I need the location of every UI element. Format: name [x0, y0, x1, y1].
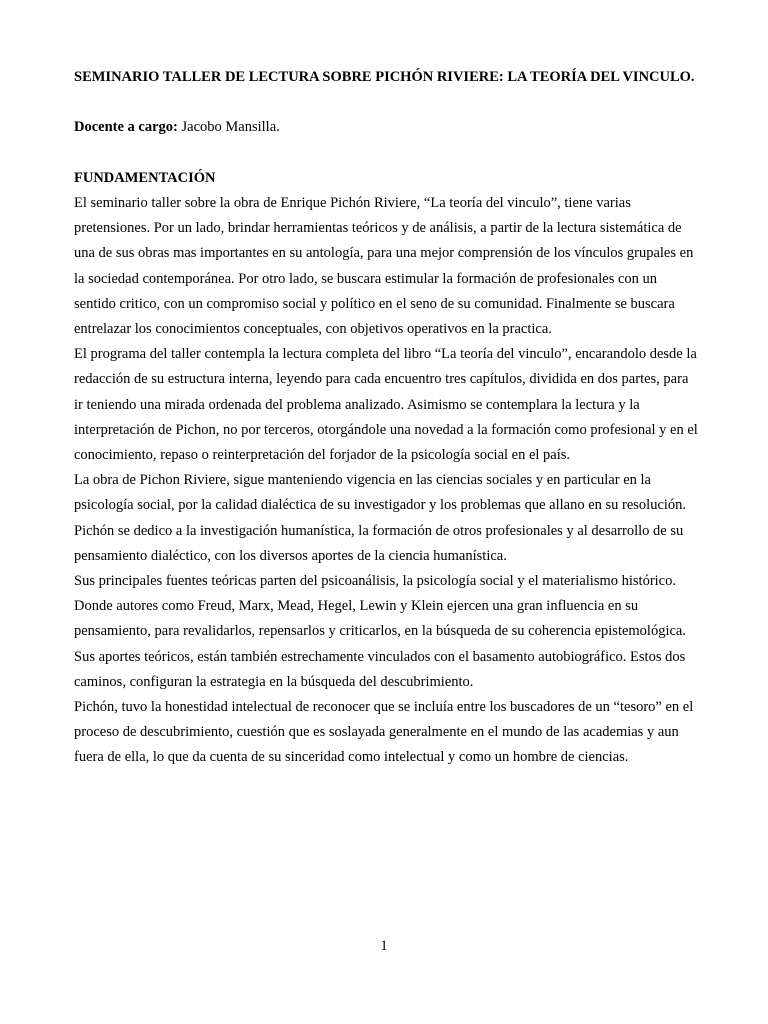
- docente-line: [74, 115, 698, 140]
- docente-label: Docente a cargo:: [74, 119, 178, 136]
- paragraph-5: Pichón, tuvo la honestidad intelectual de reconocer que se incluía entre los buscadores de un “tesoro” en el proceso de descubrimiento, cuestión que es soslayada generalmente en el mundo de las academias y aun fuera de ella, lo que da cuenta de su sinceridad como intelectual y como un hombre de ciencias.: [74, 699, 694, 766]
- section-heading: FUNDAMENTACIÓN: [74, 169, 216, 186]
- spacer: [74, 141, 698, 166]
- page-number: 1: [380, 938, 388, 954]
- spacer: [74, 90, 698, 115]
- paragraph-3: La obra de Pichon Riviere, sigue manteniendo vigencia en las ciencias sociales y en particular en la psicología social, por la calidad dialéctica de su investigador y los problemas que allano en su resolución. Pichón se dedico a la investigación humanística, la formación de otros profesionales y al desarrollo de su pensamiento dialéctico, con los diversos aportes de la ciencia humanística.: [74, 472, 687, 564]
- paragraph-4: Sus principales fuentes teóricas parten del psicoanálisis, la psicología social y el materialismo histórico. Donde autores como Freud, Marx, Mead, Hegel, Lewin y Klein ejercen una gran influencia en su pensamiento, para revalidarlos, repensarlos y criticarlos, en la búsqueda de su coherencia epistemológica. Sus aportes teóricos, están también estrechamente vinculados con el basamento autobiográfico. Estos dos caminos, configuran la estrategia en la búsqueda del descubrimiento.: [74, 573, 686, 690]
- document-title: SEMINARIO TALLER DE LECTURA SOBRE PICHÓN RIVIERE: LA TEORÍA DEL VINCULO.: [74, 69, 695, 85]
- paragraph-2: El programa del taller contempla la lectura completa del libro “La teoría del vinculo”, encarandolo desde la redacción de su estructura interna, leyendo para cada encuentro tres capítulos, dividida en dos partes, para ir teniendo una mirada ordenada del problema analizado. Asimismo se contemplara la lectura y la interpretación de Pichon, no por terceros, otorgándole una novedad a la formación como profesional y en el conocimiento, repaso o reinterpretación del forjador de la psicología social en el país.: [74, 346, 698, 464]
- docente-name: Jacobo Mansilla.: [177, 119, 280, 136]
- paragraph-1: El seminario taller sobre la obra de Enrique Pichón Riviere, “La teoría del vinculo”, tiene varias pretensiones. Por un lado, brindar herramientas teóricos y de análisis, a partir de la lectura sistemática de una de sus obras mas importantes en su antología, para una mejor comprensión de los vínculos grupales en la sociedad contemporánea. Por otro lado, se buscara estimular la formación de profesionales con un sentido critico, con un compromiso social y político en el seno de su comunidad. Finalmente se buscara entrelazar los conocimientos conceptuales, con objetivos operativos en la practica.: [74, 194, 694, 337]
- document-body: [74, 63, 698, 771]
